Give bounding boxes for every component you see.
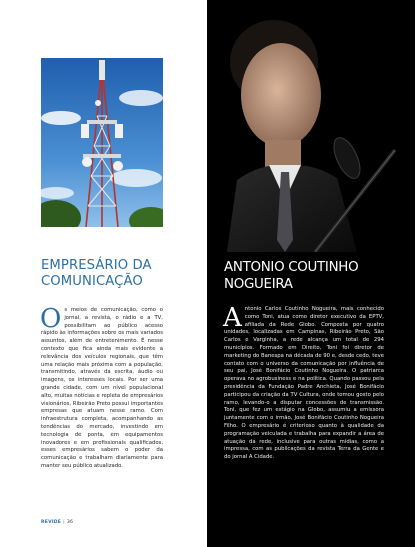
right-article-body: [223, 303, 384, 462]
left-heading-line1: EMPRESÁRIO DA: [41, 258, 152, 273]
footer-separator: |: [63, 520, 65, 525]
tower-photo: [41, 58, 163, 227]
left-article-body: [40, 304, 163, 471]
page-footer: [41, 520, 73, 525]
right-heading-line1: ANTONIO COUTINHO: [224, 260, 359, 275]
footer-brand: REVIDE: [41, 520, 62, 525]
page-number: 36: [66, 520, 74, 525]
left-heading-line2: COMUNICAÇÃO: [41, 273, 143, 289]
left-heading: [41, 258, 191, 289]
tower-illustration: [41, 58, 163, 227]
right-heading: [224, 259, 404, 293]
portrait-photo: [207, 0, 415, 252]
left-dropcap: O: [40, 304, 62, 334]
right-heading-line2: NOGUEIRA: [224, 277, 293, 292]
right-article-text: ntonio Carlos Coutinho Nogueira, mais conhecido como Toni, atua como diretor executivo da EPTV, afiliada da Rede Globo. Composta por quatro unidades, localizadas em Campinas, Ribeirão Preto, São Carlos e Varginha, a rede alcança um total de 294 municípios. Formado em Direito, Toni foi diretor de marketing do Banespa na década de 90 e, desde cedo, teve contato com o universo da comunicação por influência de seu pai, José Bonifácio Coutinho Nogueira. O patriarca operava no agrobusiness e na política. Quando passou pela presidência da Fundação Padre Anchieta, José Bonifácio participou da criação da TV Cultura, onde tomou gosto pelo ramo, levando-o a disputar concessões de transmissão. Toni, que fez um estágio na Globo, assumiu a emissora juntamente com o irmão, José Bonifácio Coutinho Nogueira Filho. O empresário é criterioso quanto à qualidade da programação veiculada e trabalha para expandir a área de atuação da rede, inclusive para outras mídias, como a impressa, com as publicações da revista Terra da Gente e do jornal A Cidade.: [224, 306, 384, 461]
right-dropcap: A: [223, 303, 242, 333]
left-article-text: s meios de comunicação, como o jornal, a revista, o rádio e a TV, possibilitam ao público acesso rápido às informações sobre os mais variados assuntos, além de entretenimento. É nesse contexto que fica ainda mais evidente a relevância dos veículos regionais, que têm uma relação mais próxima com a população, transmitindo, através da escrita, áudio ou imagens, os interesses locais. Por ser uma grande cidade, com um nível populacional alto, muitas notícias e repleta de empresários visionários, Ribeirão Preto possui importantes empresas que atuam nesse ramo. Com infraestrutura completa, acompanhando as tendências do mercado, investindo em tecnologia de ponta, em equipamentos inovadores e em profissionais qualificados, esses empresários sabem o poder da comunicação e trabalham diariamente para manter seu público atualizado.: [41, 307, 163, 469]
portrait-illustration: [207, 0, 415, 252]
